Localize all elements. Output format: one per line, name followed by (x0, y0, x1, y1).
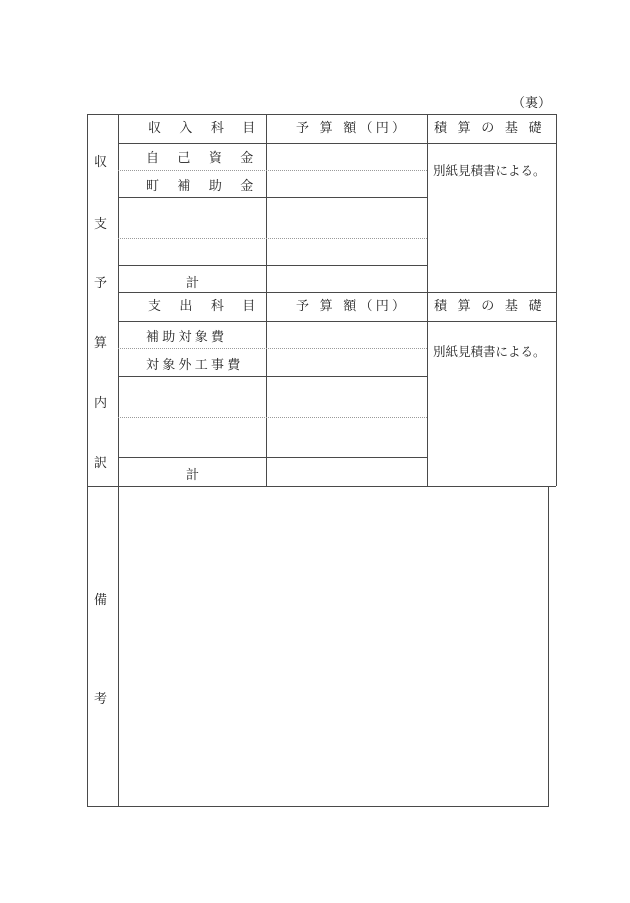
page-side-label: （裏） (512, 96, 552, 111)
income-amount-self-funds[interactable] (267, 144, 427, 170)
expense-row-non-subsidized-work: 対象外工事費 (146, 358, 244, 373)
remarks-area[interactable] (119, 487, 548, 806)
side-label-budget-6: 訳 (94, 456, 108, 471)
income-basis-text: 別紙見積書による。 (433, 163, 546, 178)
expense-amount-blank-1[interactable] (267, 377, 427, 417)
income-header-basis: 積 算 の 基 礎 (434, 121, 545, 136)
expense-total-label: 計 (186, 468, 200, 483)
income-total-label: 計 (186, 276, 200, 291)
income-row-town-subsidy: 町 補 助 金 (146, 179, 261, 194)
income-amount-total[interactable] (267, 266, 427, 292)
expense-amount-non-subsidized-work[interactable] (267, 349, 427, 376)
income-amount-blank-1[interactable] (267, 198, 427, 238)
expense-amount-blank-2[interactable] (267, 418, 427, 457)
income-amount-blank-2[interactable] (267, 239, 427, 265)
income-header-amount: 予 算 額（円） (296, 121, 409, 136)
expense-header-item: 支 出 科 目 (148, 299, 263, 314)
expense-header-amount: 予 算 額（円） (296, 299, 409, 314)
side-label-budget-5: 内 (94, 396, 108, 411)
side-label-remarks-1: 備 (94, 593, 108, 608)
income-header-item: 収 入 科 目 (148, 121, 263, 136)
side-label-budget-3: 予 (94, 276, 108, 291)
expense-row-subsidized-cost: 補助対象費 (146, 330, 228, 345)
expense-amount-total[interactable] (267, 458, 427, 486)
expense-basis-text: 別紙見積書による。 (433, 344, 546, 359)
side-label-budget-1: 収 (94, 155, 108, 170)
income-row-self-funds: 自 己 資 金 (146, 151, 261, 166)
expense-header-basis: 積 算 の 基 礎 (434, 299, 545, 314)
side-label-budget-4: 算 (94, 336, 108, 351)
expense-amount-subsidized-cost[interactable] (267, 322, 427, 348)
income-amount-town-subsidy[interactable] (267, 171, 427, 197)
side-label-remarks-2: 考 (94, 692, 108, 707)
side-label-budget-2: 支 (94, 217, 108, 232)
